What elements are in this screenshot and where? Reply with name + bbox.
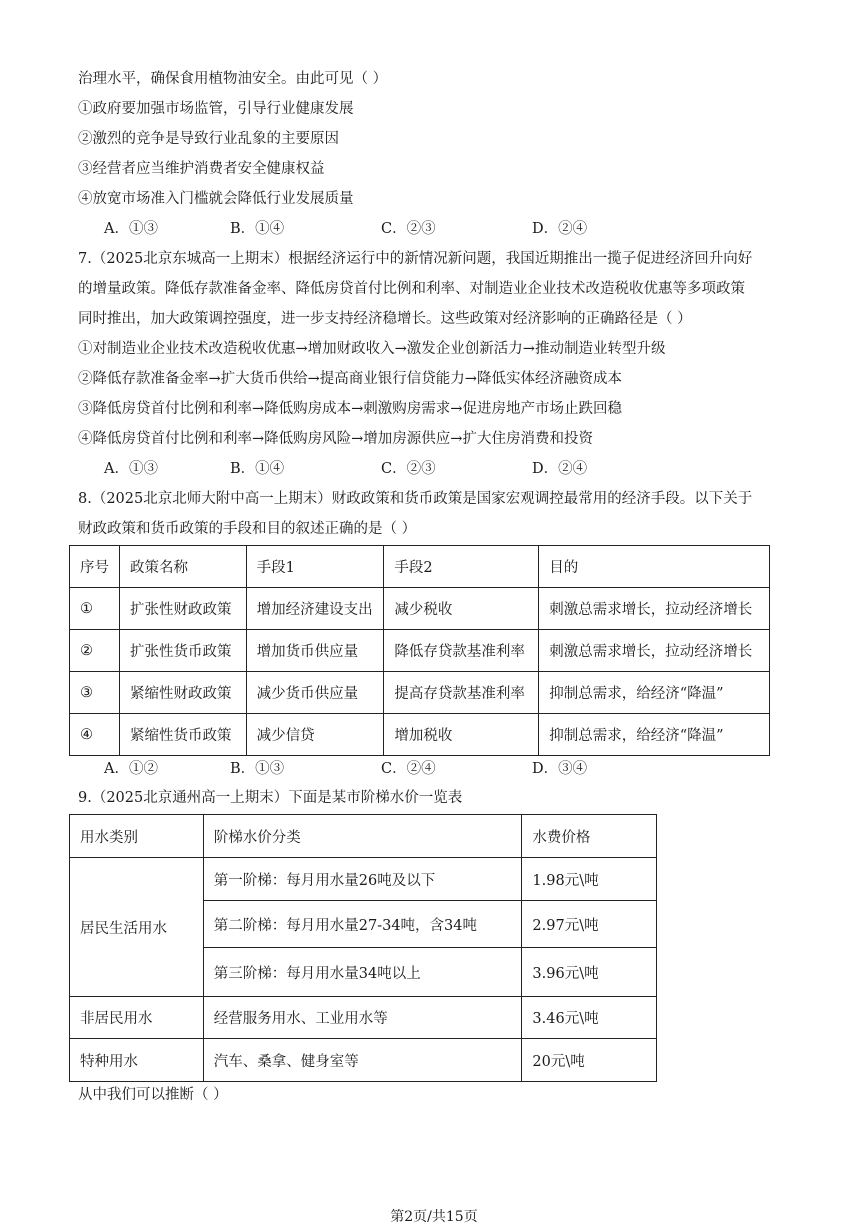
q8-stem-line-1: 8.（2025北京北师大附中高一上期末）财政政策和货币政策是国家宏观调控最常用的经济手段。以下关于 [78, 491, 753, 507]
table-cell: 抑制总需求，给经济“降温” [539, 672, 770, 714]
table-row [70, 858, 657, 901]
q8-stem-line-2: 财政政策和货币政策的手段和目的叙述正确的是（ ） [78, 521, 417, 537]
table-cell: 扩张性货币政策 [120, 630, 247, 672]
table-header-cell: 目的 [539, 546, 770, 588]
table-cell: 增加税收 [384, 714, 539, 756]
table-cell: 紧缩性货币政策 [120, 714, 247, 756]
table-row [70, 997, 657, 1039]
table-header-row [70, 546, 770, 588]
table-cell: 减少税收 [384, 588, 539, 630]
table-row [70, 714, 770, 756]
q6-option-b: B．①④ [230, 221, 285, 237]
q6-item-3: ③经营者应当维护消费者安全健康权益 [78, 161, 325, 177]
q6-item-2: ②激烈的竞争是导致行业乱象的主要原因 [78, 131, 339, 147]
q7-item-2: ②降低存款准备金率→扩大货币供给→提高商业银行信贷能力→降低实体经济融资成本 [78, 371, 622, 387]
table-cell: 增加经济建设支出 [246, 588, 384, 630]
table-cell: 20元\吨 [522, 1039, 657, 1082]
table-cell: 经营服务用水、工业用水等 [203, 997, 522, 1039]
q7-item-3: ③降低房贷首付比例和利率→降低购房成本→刺激购房需求→促进房地产市场止跌回稳 [78, 401, 622, 417]
table-cell: 特种用水 [70, 1039, 204, 1082]
q9-followup: 从中我们可以推断（ ） [78, 1087, 228, 1103]
q6-option-d: D．②④ [532, 221, 588, 237]
table-row [70, 1039, 657, 1082]
table-cell: 汽车、桑拿、健身室等 [203, 1039, 522, 1082]
q6-option-a: A．①③ [104, 221, 158, 237]
table-cell: 3.96元\吨 [522, 948, 657, 997]
table-cell: 非居民用水 [70, 997, 204, 1039]
q7-stem-line-2: 的增量政策。降低存款准备金率、降低房贷首付比例和利率、对制造业企业技术改造税收优惠等多项政策 [78, 281, 745, 297]
table-cell: ③ [70, 672, 120, 714]
table-cell: 降低存贷款基准利率 [384, 630, 539, 672]
table-cell: 刺激总需求增长，拉动经济增长 [539, 588, 770, 630]
table-header-row [70, 815, 657, 858]
table-cell: 扩张性财政政策 [120, 588, 247, 630]
q6-stem-end: 治理水平，确保食用植物油安全。由此可见（ ） [78, 71, 388, 87]
table-cell: ① [70, 588, 120, 630]
table-header-cell: 阶梯水价分类 [203, 815, 522, 858]
table-header-cell: 手段1 [246, 546, 384, 588]
table-header-cell: 政策名称 [120, 546, 247, 588]
q6-item-4: ④放宽市场准入门槛就会降低行业发展质量 [78, 191, 354, 207]
q8-option-c: C．②④ [381, 761, 436, 777]
q9-water-price-table [69, 814, 657, 1082]
q8-option-a: A．①② [104, 761, 158, 777]
q7-item-4: ④降低房贷首付比例和利率→降低购房风险→增加房源供应→扩大住房消费和投资 [78, 431, 593, 447]
table-cell: 紧缩性财政政策 [120, 672, 247, 714]
table-cell: 第二阶梯：每月用水量27-34吨，含34吨 [203, 901, 522, 948]
table-cell: ② [70, 630, 120, 672]
table-cell: 1.98元\吨 [522, 858, 657, 901]
page-footer: 第2页/共15页 [390, 1209, 478, 1225]
q7-stem-line-3: 同时推出，加大政策调控强度，进一步支持经济稳增长。这些政策对经济影响的正确路径是（ ） [78, 311, 692, 327]
table-cell: 提高存贷款基准利率 [384, 672, 539, 714]
table-header-cell: 水费价格 [522, 815, 657, 858]
table-header-cell: 手段2 [384, 546, 539, 588]
table-cell: 减少货币供应量 [246, 672, 384, 714]
q7-option-b: B．①④ [230, 461, 285, 477]
table-cell: 减少信贷 [246, 714, 384, 756]
q6-option-c: C．②③ [381, 221, 436, 237]
q8-option-b: B．①③ [230, 761, 285, 777]
resident-category-cell: 居民生活用水 [70, 858, 204, 997]
table-cell: 3.46元\吨 [522, 997, 657, 1039]
table-row [70, 672, 770, 714]
q7-item-1: ①对制造业企业技术改造税收优惠→增加财政收入→激发企业创新活力→推动制造业转型升级 [78, 341, 666, 357]
table-cell: 抑制总需求，给经济“降温” [539, 714, 770, 756]
q8-policy-table [69, 545, 770, 756]
table-cell: 增加货币供应量 [246, 630, 384, 672]
q9-stem: 9.（2025北京通州高一上期末）下面是某市阶梯水价一览表 [78, 790, 463, 806]
q6-item-1: ①政府要加强市场监管，引导行业健康发展 [78, 101, 354, 117]
q7-option-a: A．①③ [104, 461, 158, 477]
table-cell: ④ [70, 714, 120, 756]
table-row [70, 588, 770, 630]
table-cell: 第三阶梯：每月用水量34吨以上 [203, 948, 522, 997]
table-header-cell: 用水类别 [70, 815, 204, 858]
table-cell: 刺激总需求增长，拉动经济增长 [539, 630, 770, 672]
table-cell: 第一阶梯：每月用水量26吨及以下 [203, 858, 522, 901]
q7-option-d: D．②④ [532, 461, 588, 477]
q8-option-d: D．③④ [532, 761, 588, 777]
table-header-cell: 序号 [70, 546, 120, 588]
q7-option-c: C．②③ [381, 461, 436, 477]
table-cell: 2.97元\吨 [522, 901, 657, 948]
table-row [70, 630, 770, 672]
q7-stem-line-1: 7.（2025北京东城高一上期末）根据经济运行中的新情况新问题，我国近期推出一揽子促进经济回升向好 [78, 251, 753, 267]
